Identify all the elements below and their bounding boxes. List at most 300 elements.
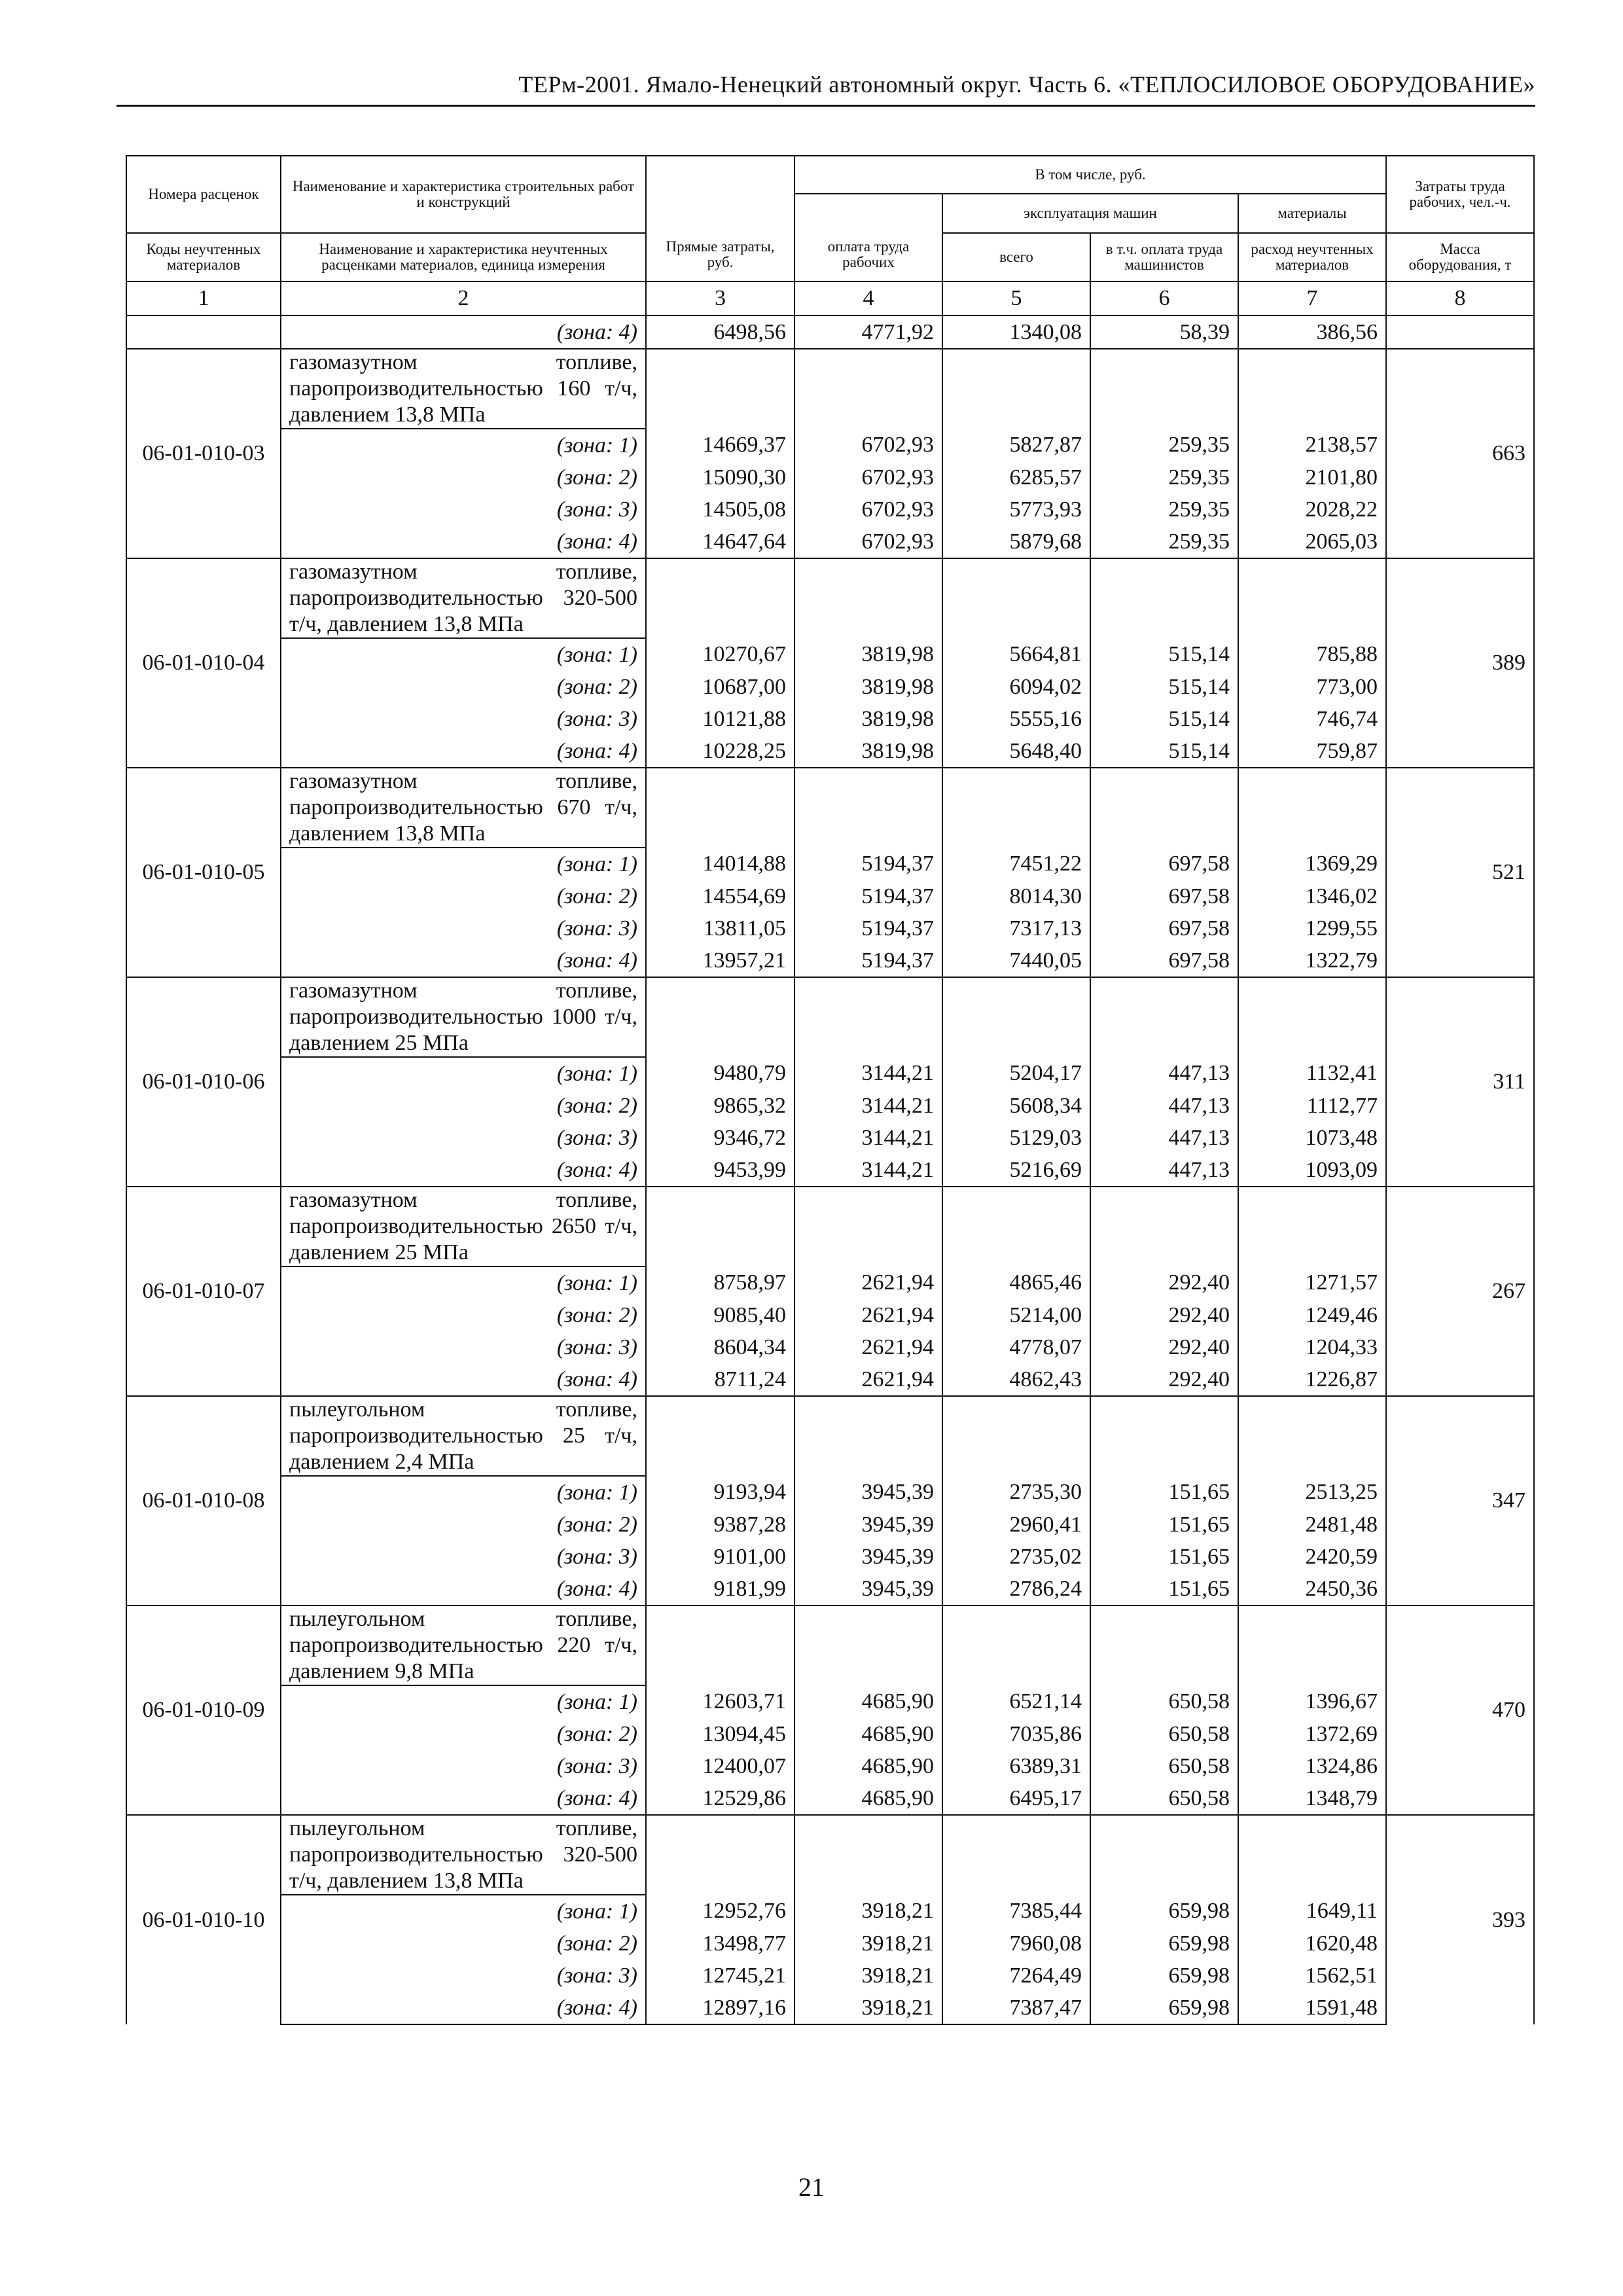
zone-row [126, 1960, 1534, 1992]
zone-row [126, 848, 1534, 880]
machines-total-value: 5555,16 [942, 703, 1090, 735]
header-machines: эксплуатация машин [942, 194, 1238, 233]
direct-costs-value: 12952,76 [646, 1895, 794, 1928]
header-worker-pay: оплата труда рабочих [794, 194, 942, 281]
zone-row [126, 1750, 1534, 1782]
machines-total-value: 4778,07 [942, 1331, 1090, 1363]
rate-entry-row [126, 1187, 1534, 1266]
zone-row [126, 1718, 1534, 1750]
zone-label: (зона: 2) [281, 1509, 646, 1541]
zone-row [126, 703, 1534, 735]
direct-costs-value: 10228,25 [646, 735, 794, 768]
running-header: ТЕРм-2001. Ямало-Ненецкий автономный округ. Часть 6. «ТЕПЛОСИЛОВОЕ ОБОРУДОВАНИЕ» [518, 71, 1535, 98]
direct-costs-value: 9085,40 [646, 1299, 794, 1331]
machines-total-value: 7451,22 [942, 848, 1090, 880]
machinist-pay-value: 447,13 [1090, 1057, 1238, 1090]
direct-costs-value: 14014,88 [646, 848, 794, 880]
worker-pay-value: 3918,21 [794, 1928, 942, 1960]
rate-description: газомазутном топливе, паропроизводительностью 160 т/ч, давлением 13,8 МПа [281, 349, 646, 429]
zone-label: (зона: 4) [281, 1992, 646, 2024]
direct-costs-value: 8758,97 [646, 1266, 794, 1299]
empty-cell [942, 1605, 1090, 1685]
direct-costs-value: 9480,79 [646, 1057, 794, 1090]
worker-pay-value: 2621,94 [794, 1331, 942, 1363]
worker-pay-value: 3819,98 [794, 735, 942, 768]
header-machinist-pay: в т.ч. оплата труда машинистов [1090, 233, 1238, 281]
zone-row [126, 1895, 1534, 1928]
worker-pay-value: 3945,39 [794, 1541, 942, 1573]
zone-label: (зона: 2) [281, 461, 646, 493]
machinist-pay-value: 515,14 [1090, 735, 1238, 768]
empty-cell [942, 1187, 1090, 1266]
empty-cell [942, 768, 1090, 848]
machines-total-value: 7264,49 [942, 1960, 1090, 1992]
direct-costs-value: 9346,72 [646, 1122, 794, 1154]
machines-total-value: 2735,30 [942, 1476, 1090, 1509]
zone-row [126, 638, 1534, 671]
empty-cell [1090, 1815, 1238, 1895]
machines-total-value: 7035,86 [942, 1718, 1090, 1750]
empty-cell [1090, 1187, 1238, 1266]
zone-row [126, 1154, 1534, 1187]
zone-label: (зона: 4) [281, 944, 646, 977]
empty-cell [646, 977, 794, 1057]
table-header [126, 156, 1534, 281]
zone-row [126, 493, 1534, 526]
direct-costs-value: 9387,28 [646, 1509, 794, 1541]
carry-over-row [126, 315, 1534, 349]
materials-value: 2513,25 [1238, 1476, 1386, 1509]
machinist-pay-value: 697,58 [1090, 880, 1238, 912]
materials-value: 1591,48 [1238, 1992, 1386, 2024]
machinist-pay-value: 447,13 [1090, 1122, 1238, 1154]
zone-row [126, 1476, 1534, 1509]
header-rate-numbers: Номера расценок [126, 156, 281, 233]
direct-costs-value: 9453,99 [646, 1154, 794, 1187]
machinist-pay-value: 447,13 [1090, 1090, 1238, 1122]
machinist-pay-value: 259,35 [1090, 461, 1238, 493]
machines-total-value: 6094,02 [942, 671, 1090, 703]
zone-row [126, 1992, 1534, 2024]
worker-pay-value: 3945,39 [794, 1573, 942, 1605]
equipment-mass-value: 347 [1386, 1396, 1534, 1605]
machinist-pay-value: 650,58 [1090, 1750, 1238, 1782]
worker-pay-value: 6702,93 [794, 461, 942, 493]
machines-total-value: 6389,31 [942, 1750, 1090, 1782]
materials-value: 2138,57 [1238, 429, 1386, 461]
materials-value: 1620,48 [1238, 1928, 1386, 1960]
machines-total-value: 7385,44 [942, 1895, 1090, 1928]
header-materials: материалы [1238, 194, 1386, 233]
zone-label: (зона: 3) [281, 1122, 646, 1154]
empty-cell [942, 1815, 1090, 1895]
empty-cell [794, 558, 942, 638]
rate-code: 06-01-010-08 [126, 1396, 281, 1605]
machinist-pay-value: 259,35 [1090, 493, 1238, 526]
machines-total-value: 2786,24 [942, 1573, 1090, 1605]
column-number: 5 [942, 281, 1090, 315]
empty-cell [1090, 768, 1238, 848]
direct-costs-value: 9865,32 [646, 1090, 794, 1122]
zone-label: (зона: 3) [281, 912, 646, 944]
zone-label: (зона: 3) [281, 703, 646, 735]
zone-label: (зона: 4) [281, 1154, 646, 1187]
price-table [126, 155, 1535, 2025]
column-number: 1 [126, 281, 281, 315]
machinist-pay-value: 151,65 [1090, 1541, 1238, 1573]
direct-costs-value: 12897,16 [646, 1992, 794, 2024]
equipment-mass-value: 267 [1386, 1187, 1534, 1396]
zone-row [126, 1331, 1534, 1363]
empty-cell [1238, 349, 1386, 429]
zone-row [126, 912, 1534, 944]
zone-label: (зона: 2) [281, 1928, 646, 1960]
machines-total-value: 7440,05 [942, 944, 1090, 977]
zone-label: (зона: 4) [281, 315, 646, 349]
empty-cell [794, 1187, 942, 1266]
zone-row [126, 1266, 1534, 1299]
materials-value: 2450,36 [1238, 1573, 1386, 1605]
machinist-pay-value: 151,65 [1090, 1509, 1238, 1541]
machines-total-value: 6495,17 [942, 1782, 1090, 1815]
empty-cell [1238, 977, 1386, 1057]
worker-pay-value: 2621,94 [794, 1299, 942, 1331]
zone-row [126, 1685, 1534, 1718]
materials-value: 1372,69 [1238, 1718, 1386, 1750]
rate-code: 06-01-010-10 [126, 1815, 281, 2024]
worker-pay-value: 4685,90 [794, 1685, 942, 1718]
materials-value: 1322,79 [1238, 944, 1386, 977]
page-number: 21 [798, 2172, 825, 2202]
zone-row [126, 1573, 1534, 1605]
materials-value: 773,00 [1238, 671, 1386, 703]
rate-code: 06-01-010-04 [126, 558, 281, 768]
zone-row [126, 671, 1534, 703]
materials-value: 1348,79 [1238, 1782, 1386, 1815]
machinist-pay-value: 447,13 [1090, 1154, 1238, 1187]
empty-cell [794, 1815, 942, 1895]
header-direct-costs: Прямые затраты, руб. [646, 156, 794, 281]
machinist-pay-value: 515,14 [1090, 671, 1238, 703]
header-unaccounted-materials: расход неучтенных материалов [1238, 233, 1386, 281]
materials-value: 1093,09 [1238, 1154, 1386, 1187]
materials-value: 2028,22 [1238, 493, 1386, 526]
empty-cell [126, 315, 281, 349]
materials-value: 2065,03 [1238, 526, 1386, 558]
equipment-mass-value: 663 [1386, 349, 1534, 558]
empty-cell [1386, 315, 1534, 349]
zone-label: (зона: 1) [281, 1476, 646, 1509]
materials-value: 785,88 [1238, 638, 1386, 671]
materials-value: 1396,67 [1238, 1685, 1386, 1718]
machines-total-value: 7960,08 [942, 1928, 1090, 1960]
machines-total-value: 6285,57 [942, 461, 1090, 493]
worker-pay-value: 5194,37 [794, 912, 942, 944]
zone-row [126, 1928, 1534, 1960]
equipment-mass-value: 393 [1386, 1815, 1534, 2024]
zone-row [126, 1090, 1534, 1122]
direct-costs-value: 8604,34 [646, 1331, 794, 1363]
materials-value: 1112,77 [1238, 1090, 1386, 1122]
machinist-pay-value: 659,98 [1090, 1992, 1238, 2024]
direct-costs-value: 9193,94 [646, 1476, 794, 1509]
empty-cell [1238, 1815, 1386, 1895]
zone-row [126, 944, 1534, 977]
machines-total-value: 6521,14 [942, 1685, 1090, 1718]
empty-cell [942, 977, 1090, 1057]
zone-row [126, 880, 1534, 912]
machines-total-value: 5879,68 [942, 526, 1090, 558]
worker-pay-value: 5194,37 [794, 944, 942, 977]
machines-total-value: 4862,43 [942, 1363, 1090, 1396]
worker-pay-value: 6702,93 [794, 493, 942, 526]
column-numbers-row [126, 281, 1534, 315]
worker-pay-value: 5194,37 [794, 848, 942, 880]
equipment-mass-value: 521 [1386, 768, 1534, 977]
zone-row [126, 526, 1534, 558]
zone-label: (зона: 2) [281, 1090, 646, 1122]
machinist-pay-value: 292,40 [1090, 1363, 1238, 1396]
zone-label: (зона: 2) [281, 880, 646, 912]
rate-description: газомазутном топливе, паропроизводительностью 670 т/ч, давлением 13,8 МПа [281, 768, 646, 848]
direct-costs-value: 12529,86 [646, 1782, 794, 1815]
machines-total-value: 5129,03 [942, 1122, 1090, 1154]
header-material-names: Наименование и характеристика неучтенных расценками материалов, единица измерения [281, 233, 646, 281]
zone-label: (зона: 4) [281, 1363, 646, 1396]
machines-total-value: 2960,41 [942, 1509, 1090, 1541]
zone-row [126, 1509, 1534, 1541]
machines-total-value: 4865,46 [942, 1266, 1090, 1299]
materials-value: 746,74 [1238, 703, 1386, 735]
direct-costs-value: 8711,24 [646, 1363, 794, 1396]
worker-pay-value: 3819,98 [794, 671, 942, 703]
machinist-pay-value: 292,40 [1090, 1266, 1238, 1299]
rate-code: 06-01-010-03 [126, 349, 281, 558]
zone-row [126, 1122, 1534, 1154]
machinist-pay-value: 650,58 [1090, 1718, 1238, 1750]
materials-value: 2481,48 [1238, 1509, 1386, 1541]
machines-total-value: 7387,47 [942, 1992, 1090, 2024]
empty-cell [794, 977, 942, 1057]
zone-row [126, 1057, 1534, 1090]
zone-label: (зона: 2) [281, 1299, 646, 1331]
worker-pay-value: 3144,21 [794, 1057, 942, 1090]
rate-entry-row [126, 558, 1534, 638]
zone-label: (зона: 3) [281, 1750, 646, 1782]
machines-total-value: 5827,87 [942, 429, 1090, 461]
direct-costs-value: 6498,56 [646, 315, 794, 349]
materials-value: 2101,80 [1238, 461, 1386, 493]
header-material-codes: Коды неучтенных материалов [126, 233, 281, 281]
direct-costs-value: 13957,21 [646, 944, 794, 977]
column-number: 6 [1090, 281, 1238, 315]
empty-cell [1238, 1396, 1386, 1476]
worker-pay-value: 6702,93 [794, 429, 942, 461]
zone-label: (зона: 1) [281, 1895, 646, 1928]
direct-costs-value: 10270,67 [646, 638, 794, 671]
empty-cell [794, 1605, 942, 1685]
direct-costs-value: 14554,69 [646, 880, 794, 912]
zone-label: (зона: 3) [281, 1960, 646, 1992]
empty-cell [1238, 558, 1386, 638]
worker-pay-value: 3918,21 [794, 1960, 942, 1992]
machinist-pay-value: 292,40 [1090, 1331, 1238, 1363]
direct-costs-value: 15090,30 [646, 461, 794, 493]
empty-cell [646, 1605, 794, 1685]
machinist-pay-value: 515,14 [1090, 703, 1238, 735]
zone-label: (зона: 4) [281, 735, 646, 768]
materials-value: 1073,48 [1238, 1122, 1386, 1154]
empty-cell [646, 768, 794, 848]
zone-label: (зона: 1) [281, 1685, 646, 1718]
direct-costs-value: 9181,99 [646, 1573, 794, 1605]
materials-value: 1132,41 [1238, 1057, 1386, 1090]
machinist-pay-value: 151,65 [1090, 1573, 1238, 1605]
empty-cell [646, 558, 794, 638]
rate-entry-row [126, 768, 1534, 848]
direct-costs-value: 13498,77 [646, 1928, 794, 1960]
empty-cell [1090, 1605, 1238, 1685]
direct-costs-value: 13811,05 [646, 912, 794, 944]
empty-cell [1238, 1605, 1386, 1685]
column-number: 4 [794, 281, 942, 315]
worker-pay-value: 2621,94 [794, 1363, 942, 1396]
worker-pay-value: 3819,98 [794, 703, 942, 735]
materials-value: 1649,11 [1238, 1895, 1386, 1928]
empty-cell [794, 349, 942, 429]
zone-label: (зона: 1) [281, 429, 646, 461]
zone-label: (зона: 3) [281, 493, 646, 526]
worker-pay-value: 3918,21 [794, 1895, 942, 1928]
materials-value: 1271,57 [1238, 1266, 1386, 1299]
rate-description: пылеугольном топливе, паропроизводительностью 25 т/ч, давлением 2,4 МПа [281, 1396, 646, 1476]
worker-pay-value: 4685,90 [794, 1782, 942, 1815]
worker-pay-value: 4685,90 [794, 1718, 942, 1750]
machinist-pay-value: 515,14 [1090, 638, 1238, 671]
zone-row [126, 1541, 1534, 1573]
header-equipment-mass: Масса оборудования, т [1386, 233, 1534, 281]
empty-cell [1238, 768, 1386, 848]
machines-total-value: 1340,08 [942, 315, 1090, 349]
header-labor: Затраты труда рабочих, чел.-ч. [1386, 156, 1534, 233]
zone-label: (зона: 3) [281, 1541, 646, 1573]
machines-total-value: 2735,02 [942, 1541, 1090, 1573]
equipment-mass-value: 311 [1386, 977, 1534, 1187]
header-including: В том числе, руб. [794, 156, 1386, 194]
machines-total-value: 7317,13 [942, 912, 1090, 944]
worker-pay-value: 3945,39 [794, 1509, 942, 1541]
direct-costs-value: 12603,71 [646, 1685, 794, 1718]
machinist-pay-value: 650,58 [1090, 1782, 1238, 1815]
column-number: 7 [1238, 281, 1386, 315]
direct-costs-value: 10687,00 [646, 671, 794, 703]
machinist-pay-value: 292,40 [1090, 1299, 1238, 1331]
machinist-pay-value: 650,58 [1090, 1685, 1238, 1718]
zone-row [126, 1782, 1534, 1815]
rate-entry-row [126, 1605, 1534, 1685]
empty-cell [794, 1396, 942, 1476]
empty-cell [1090, 1396, 1238, 1476]
equipment-mass-value: 389 [1386, 558, 1534, 768]
machines-total-value: 5664,81 [942, 638, 1090, 671]
zone-row [126, 429, 1534, 461]
rate-description: газомазутном топливе, паропроизводительностью 1000 т/ч, давлением 25 МПа [281, 977, 646, 1057]
empty-cell [794, 768, 942, 848]
machines-total-value: 5773,93 [942, 493, 1090, 526]
empty-cell [1090, 558, 1238, 638]
worker-pay-value: 2621,94 [794, 1266, 942, 1299]
rate-entry-row [126, 977, 1534, 1057]
materials-value: 1324,86 [1238, 1750, 1386, 1782]
table-body [126, 281, 1534, 2024]
direct-costs-value: 14505,08 [646, 493, 794, 526]
worker-pay-value: 3819,98 [794, 638, 942, 671]
direct-costs-value: 10121,88 [646, 703, 794, 735]
machinist-pay-value: 151,65 [1090, 1476, 1238, 1509]
materials-value: 1299,55 [1238, 912, 1386, 944]
rate-code: 06-01-010-05 [126, 768, 281, 977]
zone-label: (зона: 4) [281, 1782, 646, 1815]
machinist-pay-value: 697,58 [1090, 848, 1238, 880]
empty-cell [1090, 977, 1238, 1057]
empty-cell [1238, 1187, 1386, 1266]
rate-description: газомазутном топливе, паропроизводительностью 320-500 т/ч, давлением 13,8 МПа [281, 558, 646, 638]
direct-costs-value: 14647,64 [646, 526, 794, 558]
zone-label: (зона: 3) [281, 1331, 646, 1363]
rate-description: пылеугольном топливе, паропроизводительностью 220 т/ч, давлением 9,8 МПа [281, 1605, 646, 1685]
empty-cell [646, 1815, 794, 1895]
machines-total-value: 5204,17 [942, 1057, 1090, 1090]
zone-label: (зона: 1) [281, 1057, 646, 1090]
empty-cell [942, 558, 1090, 638]
empty-cell [646, 1187, 794, 1266]
direct-costs-value: 9101,00 [646, 1541, 794, 1573]
zone-label: (зона: 2) [281, 671, 646, 703]
zone-label: (зона: 1) [281, 848, 646, 880]
worker-pay-value: 5194,37 [794, 880, 942, 912]
materials-value: 1204,33 [1238, 1331, 1386, 1363]
header-rule [116, 105, 1535, 107]
materials-value: 1249,46 [1238, 1299, 1386, 1331]
worker-pay-value: 6702,93 [794, 526, 942, 558]
rate-entry-row [126, 349, 1534, 429]
machines-total-value: 5214,00 [942, 1299, 1090, 1331]
direct-costs-value: 12745,21 [646, 1960, 794, 1992]
worker-pay-value: 3945,39 [794, 1476, 942, 1509]
materials-value: 1562,51 [1238, 1960, 1386, 1992]
materials-value: 1226,87 [1238, 1363, 1386, 1396]
materials-value: 1369,29 [1238, 848, 1386, 880]
zone-label: (зона: 2) [281, 1718, 646, 1750]
worker-pay-value: 3144,21 [794, 1090, 942, 1122]
machines-total-value: 5216,69 [942, 1154, 1090, 1187]
worker-pay-value: 3144,21 [794, 1122, 942, 1154]
column-number: 3 [646, 281, 794, 315]
zone-row [126, 735, 1534, 768]
materials-value: 759,87 [1238, 735, 1386, 768]
machines-total-value: 5648,40 [942, 735, 1090, 768]
machinist-pay-value: 58,39 [1090, 315, 1238, 349]
column-number: 2 [281, 281, 646, 315]
rate-description: газомазутном топливе, паропроизводительностью 2650 т/ч, давлением 25 МПа [281, 1187, 646, 1266]
rate-description: пылеугольном топливе, паропроизводительностью 320-500 т/ч, давлением 13,8 МПа [281, 1815, 646, 1895]
zone-label: (зона: 4) [281, 526, 646, 558]
rate-entry-row [126, 1396, 1534, 1476]
zone-row [126, 1363, 1534, 1396]
machinist-pay-value: 697,58 [1090, 944, 1238, 977]
equipment-mass-value: 470 [1386, 1605, 1534, 1815]
worker-pay-value: 3918,21 [794, 1992, 942, 2024]
